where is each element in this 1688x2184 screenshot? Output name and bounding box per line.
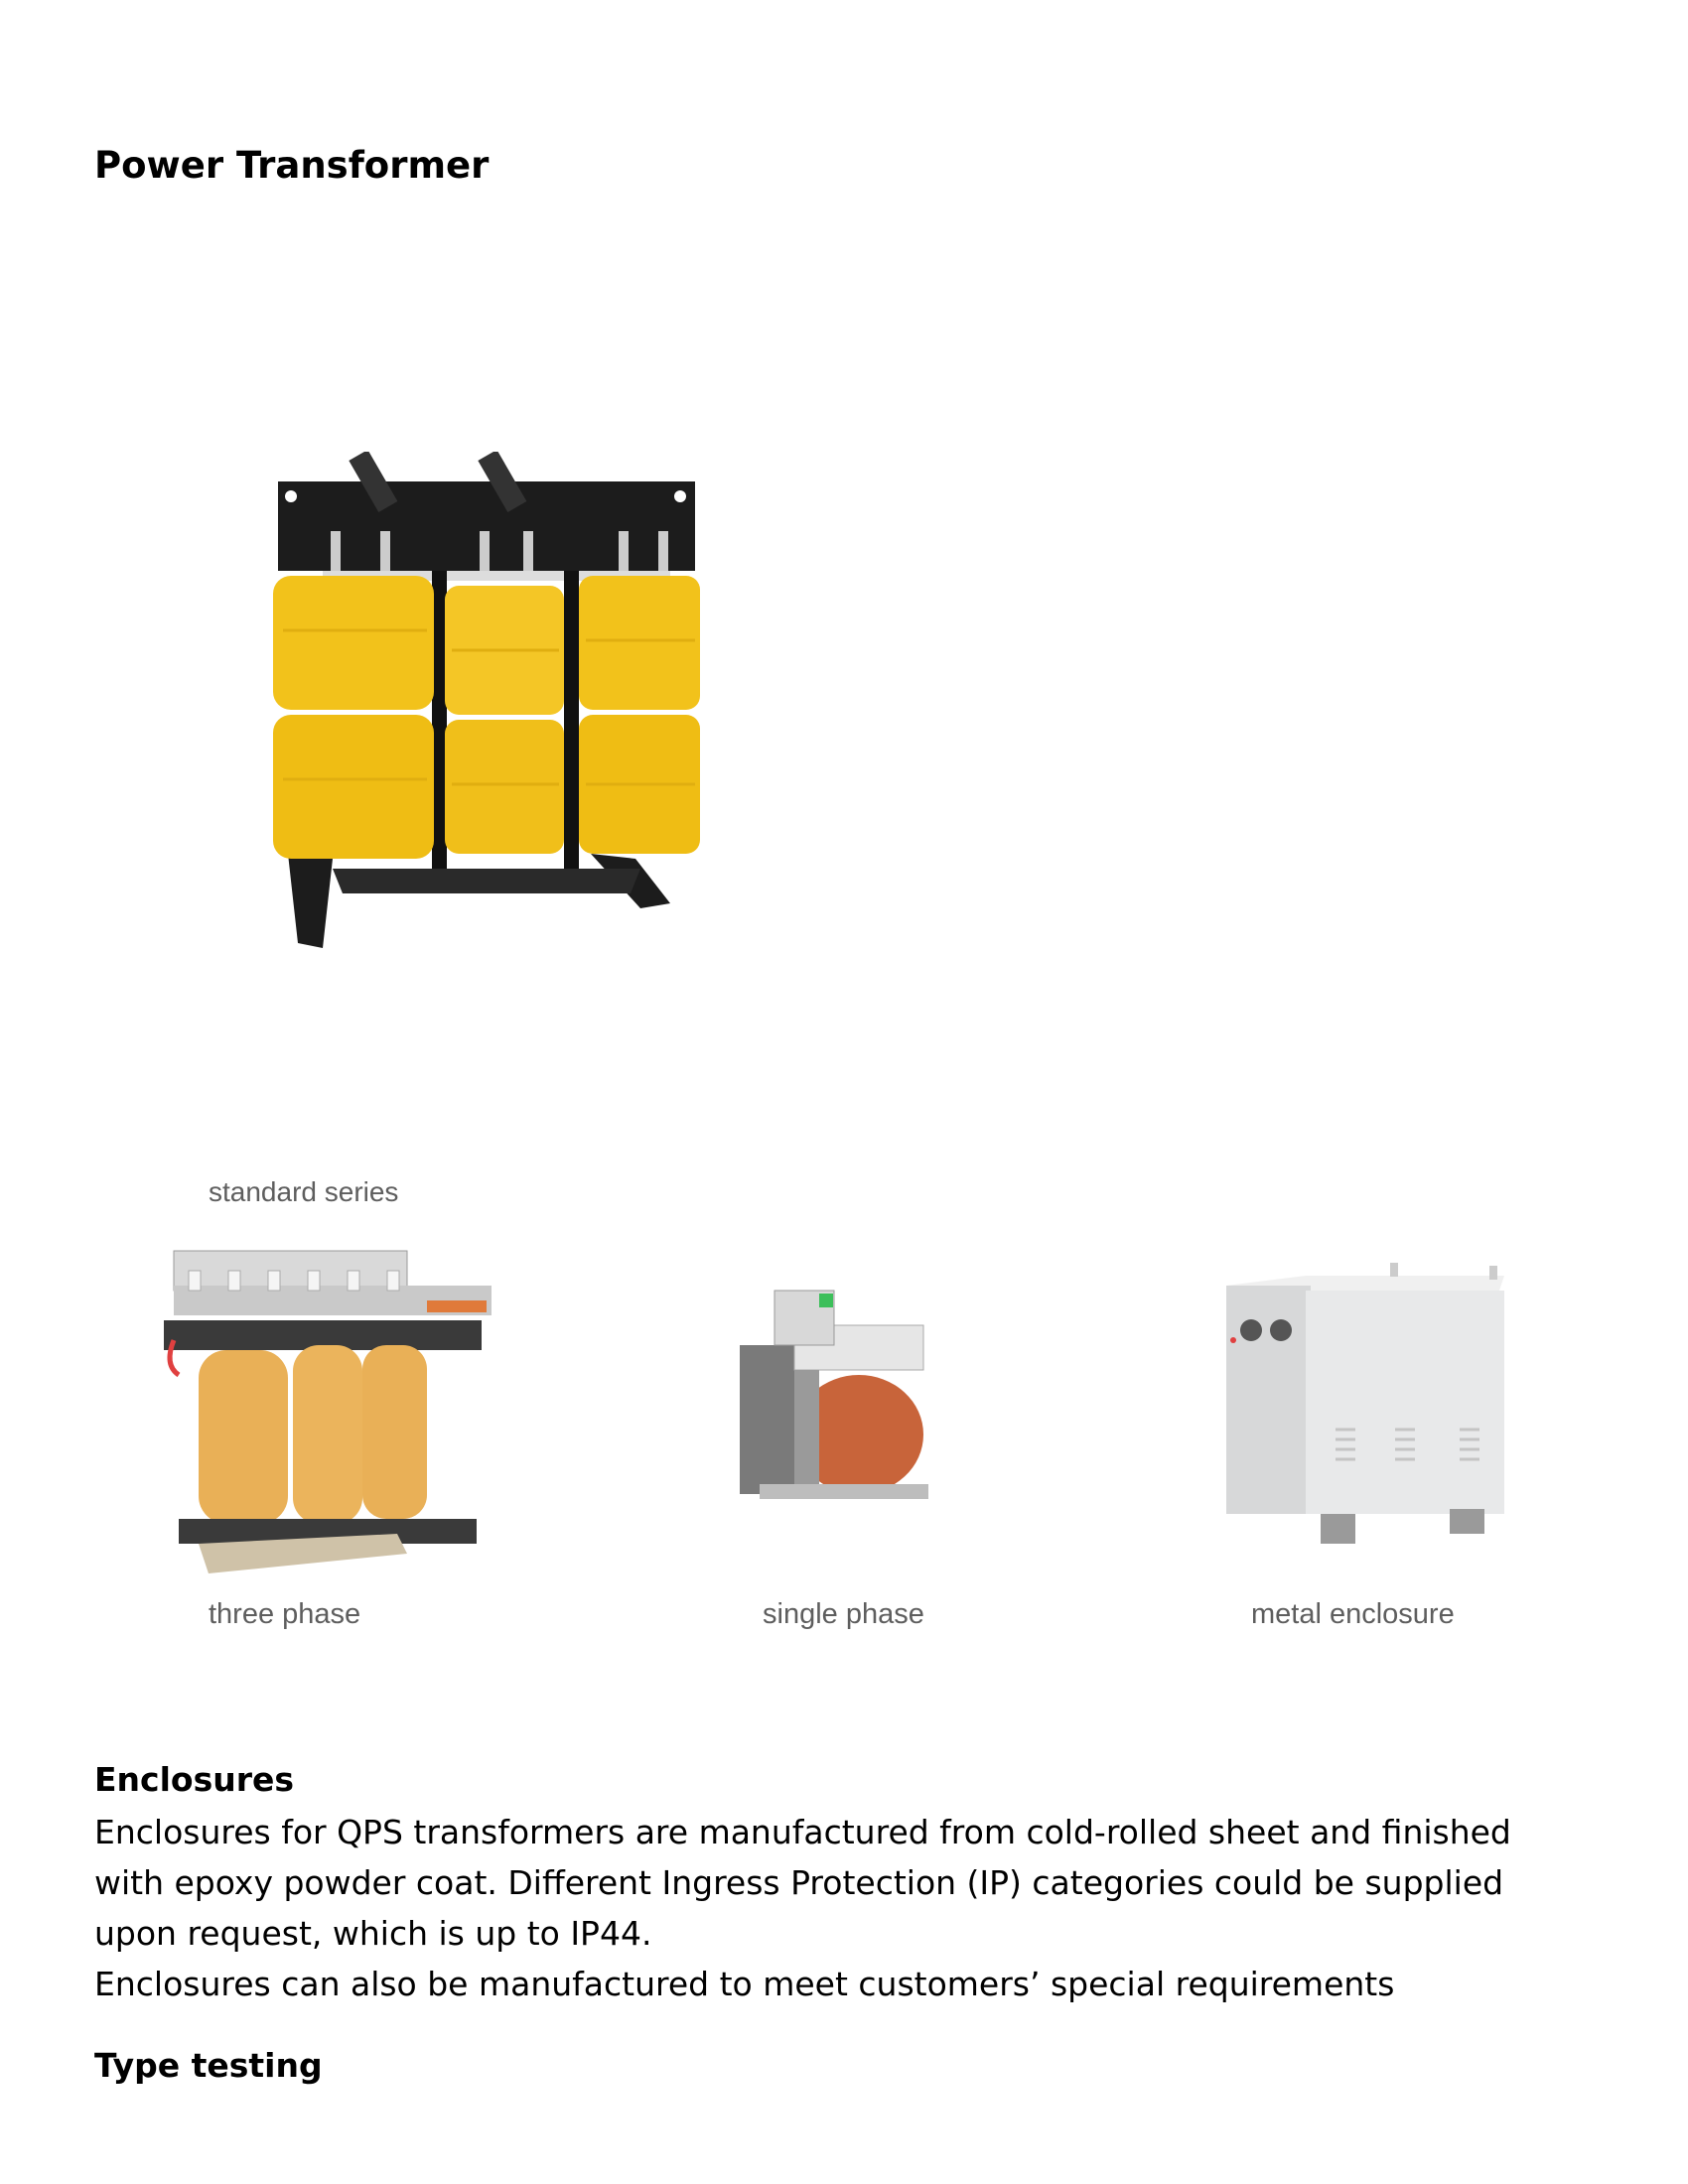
metal-enclosure-transformer-icon (1221, 1261, 1509, 1549)
type-testing-heading: Type testing (94, 2046, 323, 2085)
enclosures-line: with epoxy powder coat. Different Ingress Protection (IP) categories could be supplied (94, 1863, 1504, 1902)
page-title: Power Transformer (94, 144, 490, 187)
enclosures-line: Enclosures can also be manufactured to meet customers’ special requirements (94, 1965, 1395, 2003)
product-caption: three phase (209, 1598, 361, 1630)
three-phase-power-transformer-icon (263, 452, 710, 948)
product-caption: single phase (763, 1598, 924, 1630)
series-label: standard series (209, 1176, 399, 1207)
three-phase-transformer-icon (159, 1246, 496, 1573)
enclosures-line: upon request, which is up to IP44. (94, 1914, 652, 1953)
enclosures-line: Enclosures for QPS transformers are manufactured from cold-rolled sheet and finished (94, 1813, 1511, 1851)
single-phase-transformer-icon (735, 1286, 933, 1509)
enclosures-heading: Enclosures (94, 1760, 295, 1799)
product-caption: metal enclosure (1251, 1598, 1455, 1630)
